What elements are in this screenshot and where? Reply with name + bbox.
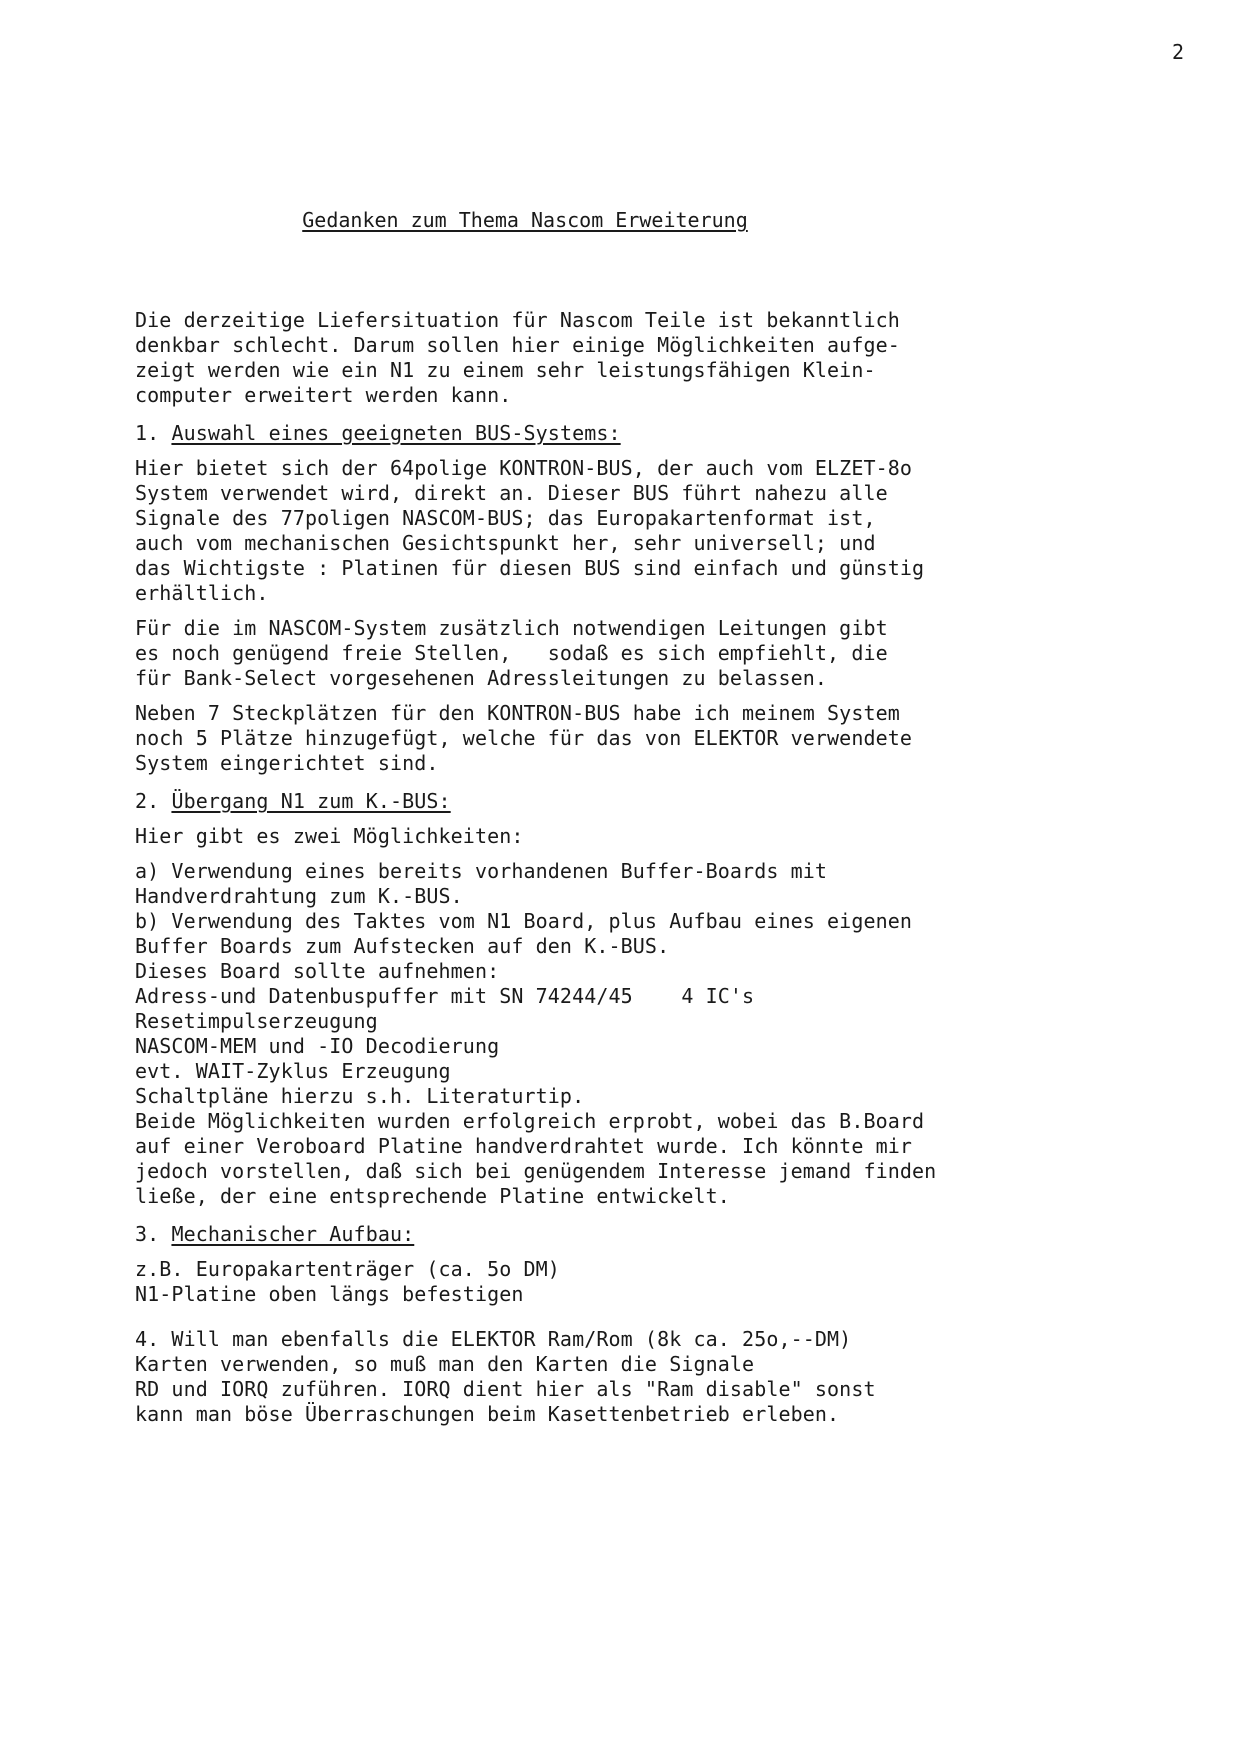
text-line: Beide Möglichkeiten wurden erfolgreich erprobt, wobei das B.Board (135, 1109, 925, 1133)
section-number: 2. (135, 789, 172, 813)
text-line: Signale des 77poligen NASCOM-BUS; das Europakartenformat ist, (135, 506, 876, 530)
section-number: 1. (135, 421, 172, 445)
section-2-heading (135, 789, 1175, 814)
text-line: computer erweitert werden kann. (135, 383, 512, 407)
section-3-paragraph-1 (135, 1257, 1175, 1307)
intro-paragraph (135, 308, 1175, 408)
text-line: ließe, der eine entsprechende Platine entwickelt. (135, 1184, 730, 1208)
text-line: Buffer Boards zum Aufstecken auf den K.-BUS. (135, 934, 670, 958)
section-2-paragraph-2 (135, 859, 1175, 1209)
document-title: Gedanken zum Thema Nascom Erweiterung (302, 208, 748, 232)
text-line: Karten verwenden, so muß man den Karten die Signale (135, 1352, 755, 1376)
section-number: 3. (135, 1222, 172, 1246)
text-line: Hier gibt es zwei Möglichkeiten: (135, 824, 524, 848)
text-line: das Wichtigste : Platinen für diesen BUS sind einfach und günstig (135, 556, 925, 580)
text-line: noch 5 Plätze hinzugefügt, welche für das von ELEKTOR verwendete (135, 726, 913, 750)
section-1-paragraph-1 (135, 456, 1175, 606)
section-title: Übergang N1 zum K.-BUS: (171, 789, 451, 813)
text-line: Dieses Board sollte aufnehmen: (135, 959, 500, 983)
text-line: Die derzeitige Liefersituation für Nascom Teile ist bekanntlich (135, 308, 900, 332)
page-number: 2 (1172, 40, 1185, 64)
text-line: Neben 7 Steckplätzen für den KONTRON-BUS habe ich meinem System (135, 701, 900, 725)
text-line: auch vom mechanischen Gesichtspunkt her, sehr universell; und (135, 531, 876, 555)
document-body (135, 308, 1175, 1427)
section-1-paragraph-2 (135, 616, 1175, 691)
section-1-heading (135, 421, 1175, 446)
text-line: a) Verwendung eines bereits vorhandenen Buffer-Boards mit (135, 859, 828, 883)
text-line: Schaltpläne hierzu s.h. Literaturtip. (135, 1084, 585, 1108)
section-title: Mechanischer Aufbau: (171, 1222, 415, 1246)
text-line: zeigt werden wie ein N1 zu einem sehr leistungsfähigen Klein- (135, 358, 876, 382)
text-line: 4. Will man ebenfalls die ELEKTOR Ram/Rom (8k ca. 25o,--DM) (135, 1327, 852, 1351)
section-title: Auswahl eines geeigneten BUS-Systems: (171, 421, 621, 445)
text-line: System verwendet wird, direkt an. Dieser BUS führt nahezu alle (135, 481, 888, 505)
text-line: Hier bietet sich der 64polige KONTRON-BUS, der auch vom ELZET-8o (135, 456, 913, 480)
text-line: erhältlich. (135, 581, 269, 605)
section-4-paragraph-1 (135, 1327, 1175, 1427)
text-line: es noch genügend freie Stellen, sodaß es sich empfiehlt, die (135, 641, 888, 665)
text-line: z.B. Europakartenträger (ca. 5o DM) (135, 1257, 560, 1281)
section-2-paragraph-1 (135, 824, 1175, 849)
section-3-heading (135, 1222, 1175, 1247)
text-line: RD und IORQ zuführen. IORQ dient hier als "Ram disable" sonst (135, 1377, 876, 1401)
text-line: Adress-und Datenbuspuffer mit SN 74244/45 4 IC's (135, 984, 755, 1008)
text-line: b) Verwendung des Taktes vom N1 Board, plus Aufbau eines eigenen (135, 909, 913, 933)
text-line: Handverdrahtung zum K.-BUS. (135, 884, 463, 908)
text-line: Resetimpulserzeugung (135, 1009, 378, 1033)
text-line: N1-Platine oben längs befestigen (135, 1282, 524, 1306)
section-1-paragraph-3 (135, 701, 1175, 776)
text-line: System eingerichtet sind. (135, 751, 439, 775)
text-line: denkbar schlecht. Darum sollen hier einige Möglichkeiten aufge- (135, 333, 900, 357)
text-line: kann man böse Überraschungen beim Kasettenbetrieb erleben. (135, 1402, 840, 1426)
text-line: Für die im NASCOM-System zusätzlich notwendigen Leitungen gibt (135, 616, 888, 640)
text-line: NASCOM-MEM und -IO Decodierung (135, 1034, 500, 1058)
text-line: evt. WAIT-Zyklus Erzeugung (135, 1059, 451, 1083)
text-line: für Bank-Select vorgesehenen Adressleitungen zu belassen. (135, 666, 828, 690)
text-line: jedoch vorstellen, daß sich bei genügendem Interesse jemand finden (135, 1159, 937, 1183)
text-line: auf einer Veroboard Platine handverdrahtet wurde. Ich könnte mir (135, 1134, 913, 1158)
